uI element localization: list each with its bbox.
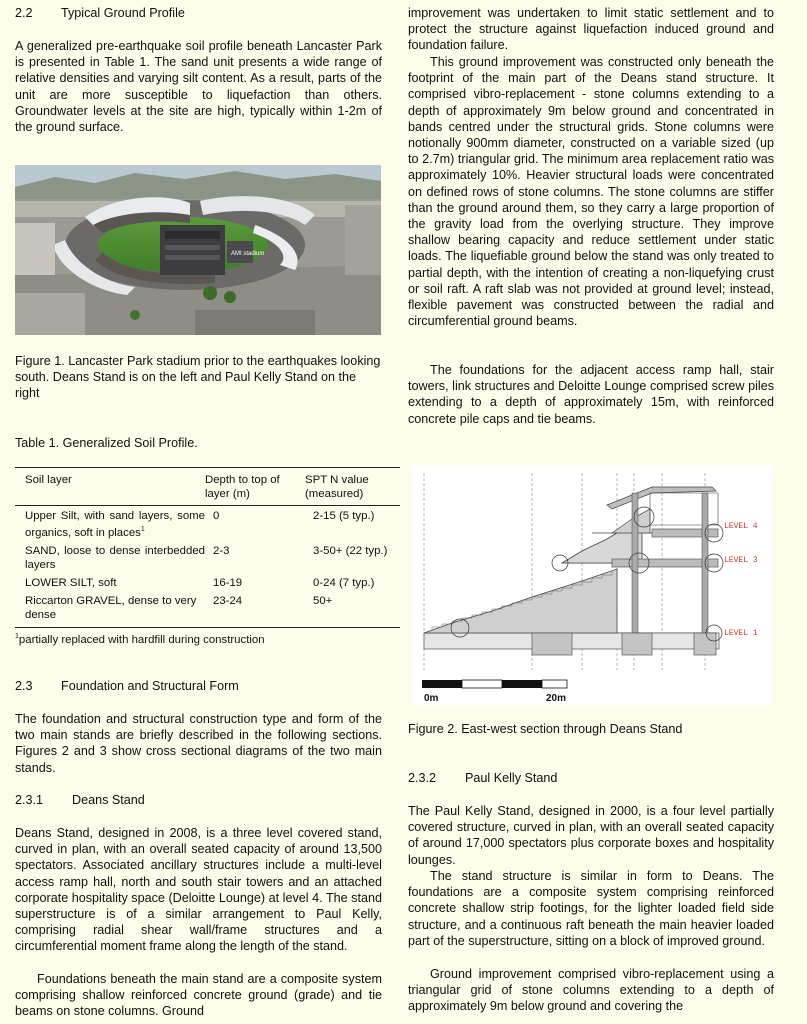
ground-profile-paragraph: A generalized pre-earthquake soil profile beneath Lancaster Park is presented in Table 1. The sand unit presents a wide range of relative densities and varying silt content. As a result, parts of the unit are more susceptible to liquefaction than others. Groundwater levels at the site are high, typically within 1-2m of the ground surface. <box>15 39 382 135</box>
deans-stand-section-svg <box>412 465 772 705</box>
section-number: 2.3 <box>15 679 33 693</box>
paul-kelly-ground-improvement-paragraph: Ground improvement comprised vibro-replacement using a triangular grid of stone columns extending to a depth of approximately 9m below ground and covering the <box>408 967 774 1014</box>
soil-profile-table-body <box>25 509 395 622</box>
section-2-3-1-heading <box>15 792 145 808</box>
section-number: 2.2 <box>15 6 33 20</box>
stadium-photo-image <box>15 165 381 335</box>
depth-cell: 23-24 <box>213 594 243 607</box>
level-3-label: LEVEL 3 <box>724 556 758 565</box>
section-number: 2.3.2 <box>408 771 437 785</box>
foundation-block <box>694 633 716 655</box>
column <box>632 493 638 633</box>
spt-cell: 2-15 (5 typ.) <box>313 510 375 522</box>
header-soil-layer: Soil layer <box>25 474 72 486</box>
section-title: Paul Kelly Stand <box>465 771 558 785</box>
table-1-title: Table 1. Generalized Soil Profile. <box>15 436 198 450</box>
stadium-photo <box>15 165 381 335</box>
section-title: Deans Stand <box>72 793 145 807</box>
soil-profile-table <box>25 473 395 501</box>
spt-cell: 50+ <box>313 594 333 607</box>
stadium-signage: AMI stadium <box>231 251 265 257</box>
foundation-block <box>532 633 572 655</box>
soil-layer-cell: LOWER SILT, soft <box>25 576 117 589</box>
foundation-paragraph: The foundation and structural construction type and form of the two main stands are briefly described in the following sections. Figures 2 and 3 show cross sectional diagrams of the two main stands. <box>15 712 382 775</box>
footnote-marker: 1 <box>15 633 19 640</box>
table-row <box>25 544 395 572</box>
table-header-rule <box>15 505 400 506</box>
table-footnote-text: partially replaced with hardfill during construction <box>18 633 265 646</box>
soil-layer-cell: Upper Silt, with sand layers, some organics, soft in places <box>25 510 205 539</box>
soil-layer-cell: Riccarton GRAVEL, dense to very dense <box>25 594 197 621</box>
table-row <box>25 509 395 540</box>
depth-cell: 2-3 <box>213 544 230 557</box>
table-bottom-rule <box>15 627 400 628</box>
footnote-marker: 1 <box>140 526 145 533</box>
foundation-block <box>622 633 652 655</box>
depth-cell: 0 <box>213 510 220 522</box>
section-2-3-heading <box>15 678 239 694</box>
deans-foundation-paragraph: Foundations beneath the main stand are a composite system comprising shallow reinforced concrete ground (grade) and tie beams on stone columns. Ground <box>15 972 382 1019</box>
figure-1-caption: Figure 1. Lancaster Park stadium prior to the earthquakes looking south. Deans Stand is on the left and Paul Kelly Stand on the right <box>15 354 381 401</box>
ground-improvement-paragraph: This ground improvement was constructed only beneath the footprint of the main part of the Deans stand structure. It comprised vibro-replacement - stone columns extending to a depth of approximately 9m below ground and concentrated in bands centred under the structural grids. Stone columns were notionally 900mm diameter, constructed on a variable sized (up to 2.7m) triangular grid. The minimum area replacement ratio was approximately 10%. Heavier structural loads were concentrated on defined rows of stone columns. The stone columns are stiffer than the ground around them, so they carry a large proportion of the gravity load from the overlying structure. They improve shallow bearing capacity and reduce settlement under static loads. The liquefiable ground below the stand was only treated to partial depth, with the intention of creating a non-liquefying crust or soil raft. A raft slab was not provided at ground level; instead, flexible pavement was constructed between the radial and circumferential ground beams. <box>408 55 774 329</box>
section-2-3-2-heading <box>408 770 557 786</box>
level-1-label: LEVEL 1 <box>724 629 758 638</box>
paul-kelly-foundation-paragraph: The stand structure is similar in form to Deans. The foundations are a composite system comprising reinforced concrete shallow strip footings, for the lighter loaded field side structure, and a continuous raft beneath the main heavier loaded part of the superstructure, sitting on a block of improved ground. <box>408 869 774 948</box>
figure-2-section-drawing <box>412 465 772 705</box>
depth-cell: 16-19 <box>213 576 243 589</box>
scale-bar-black <box>422 680 462 688</box>
level-4-label: LEVEL 4 <box>724 522 758 531</box>
section-title: Typical Ground Profile <box>61 6 185 20</box>
section-title: Foundation and Structural Form <box>61 679 239 693</box>
section-number: 2.3.1 <box>15 793 44 807</box>
spt-cell: 3-50+ (22 typ.) <box>313 544 388 557</box>
scale-start-label: 0m <box>424 693 439 704</box>
header-depth: Depth to top of layer (m) <box>205 474 280 500</box>
deans-stand-paragraph: Deans Stand, designed in 2008, is a three level covered stand, curved in plan, with an overall seated capacity of around 13,500 spectators. Associated ancillary structures include a multi-level access ramp hall, north and south stair towers and an attached corporate hospitality space (Deloitte Lounge) at level 4. The stand superstructure is of a similar arrangement to Paul Kelly, comprising radial shear wall/frame structures and a circumferential moment frame along the length of the stand. <box>15 826 382 954</box>
table-top-rule <box>15 467 400 468</box>
ground-improvement-continued: improvement was undertaken to limit static settlement and to protect the structure against liquefaction induced ground and foundation failure. <box>408 6 774 53</box>
header-spt: SPT N value (measured) <box>305 474 369 500</box>
scale-end-label: 20m <box>546 693 567 704</box>
table-footnote <box>15 630 265 647</box>
ancillary-foundations-paragraph: The foundations for the adjacent access ramp hall, stair towers, link structures and Deloitte Lounge comprised screw piles extending to a depth of approximately 15m, with reinforced concrete pile caps and tie beams. <box>408 363 774 426</box>
table-header-row <box>25 473 395 501</box>
figure-2-caption: Figure 2. East-west section through Deans Stand <box>408 722 683 736</box>
section-2-2-heading <box>15 5 185 21</box>
soil-layer-cell: SAND, loose to dense interbedded layers <box>25 544 205 571</box>
spt-cell: 0-24 (7 typ.) <box>313 576 375 589</box>
paul-kelly-paragraph: The Paul Kelly Stand, designed in 2000, is a four level partially covered structure, curved in plan, with an overall seated capacity of around 17,000 spectators plus corporate boxes and hospitality lounges. <box>408 804 774 867</box>
table-row <box>25 594 395 622</box>
table-row <box>25 576 395 590</box>
